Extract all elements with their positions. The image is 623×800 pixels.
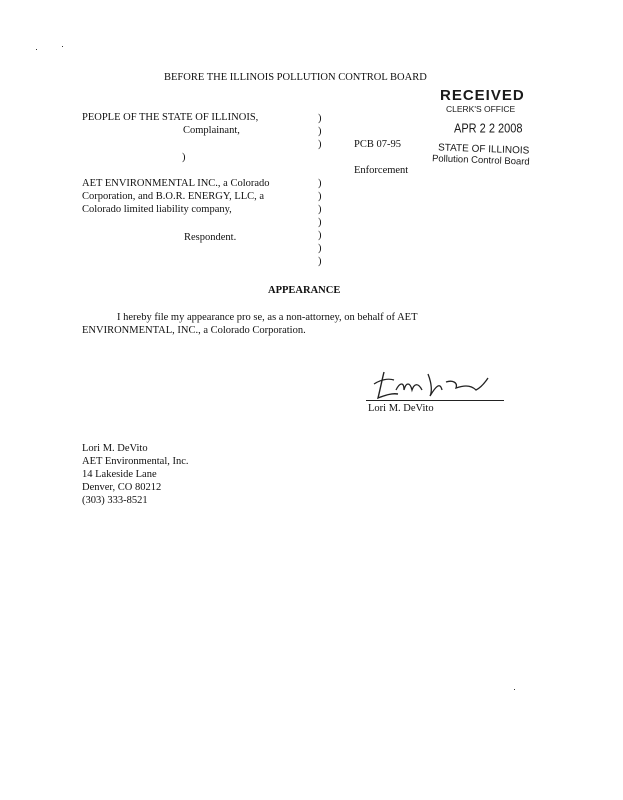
address-city: Denver, CO 80212 <box>82 482 162 493</box>
case-type: Enforcement <box>354 165 409 176</box>
scan-speck <box>514 689 515 690</box>
caption-parenthesis: ) <box>318 230 322 241</box>
case-number: PCB 07-95 <box>354 139 401 150</box>
body-line-1: I hereby file my appearance pro se, as a non-attorney, on behalf of AET <box>117 312 418 323</box>
respondent-role: Respondent. <box>184 232 237 243</box>
address-phone: (303) 333-8521 <box>82 495 148 506</box>
scan-speck <box>36 49 37 50</box>
versus-mark: ) <box>182 152 186 163</box>
board-title: BEFORE THE ILLINOIS POLLUTION CONTROL BOARD <box>164 72 427 83</box>
caption-parenthesis-column <box>318 112 328 268</box>
scan-speck <box>62 46 63 47</box>
received-stamp-state: STATE OF ILLINOIS <box>437 142 530 157</box>
caption-parenthesis: ) <box>318 139 322 150</box>
signer-name: Lori M. DeVito <box>368 403 434 414</box>
caption-parenthesis: ) <box>318 243 322 254</box>
respondent-line-3: Colorado limited liability company, <box>82 204 232 215</box>
received-stamp-title: RECEIVED <box>440 87 525 104</box>
signature-line <box>366 400 504 401</box>
address-company: AET Environmental, Inc. <box>82 456 189 467</box>
caption-parenthesis: ) <box>318 178 322 189</box>
address-name: Lori M. DeVito <box>82 443 148 454</box>
respondent-line-2: Corporation, and B.O.R. ENERGY, LLC, a <box>82 191 265 202</box>
received-stamp-board: Pollution Control Board <box>431 153 530 168</box>
caption-parenthesis: ) <box>318 204 322 215</box>
received-stamp-date: APR 2 2 2008 <box>454 122 523 136</box>
complainant-role: Complainant, <box>183 125 240 136</box>
body-line-2: ENVIRONMENTAL, INC., a Colorado Corporation. <box>82 325 306 336</box>
caption-parenthesis: ) <box>318 256 322 267</box>
address-street: 14 Lakeside Lane <box>82 469 157 480</box>
caption-parenthesis: ) <box>318 126 322 137</box>
caption-parenthesis: ) <box>318 191 322 202</box>
complainant-name: PEOPLE OF THE STATE OF ILLINOIS, <box>82 112 259 123</box>
caption-parenthesis: ) <box>318 217 322 228</box>
document-heading: APPEARANCE <box>268 285 341 296</box>
received-stamp-office: CLERK'S OFFICE <box>446 104 516 114</box>
caption-parenthesis: ) <box>318 113 322 124</box>
respondent-line-1: AET ENVIRONMENTAL INC., a Colorado <box>82 178 270 189</box>
